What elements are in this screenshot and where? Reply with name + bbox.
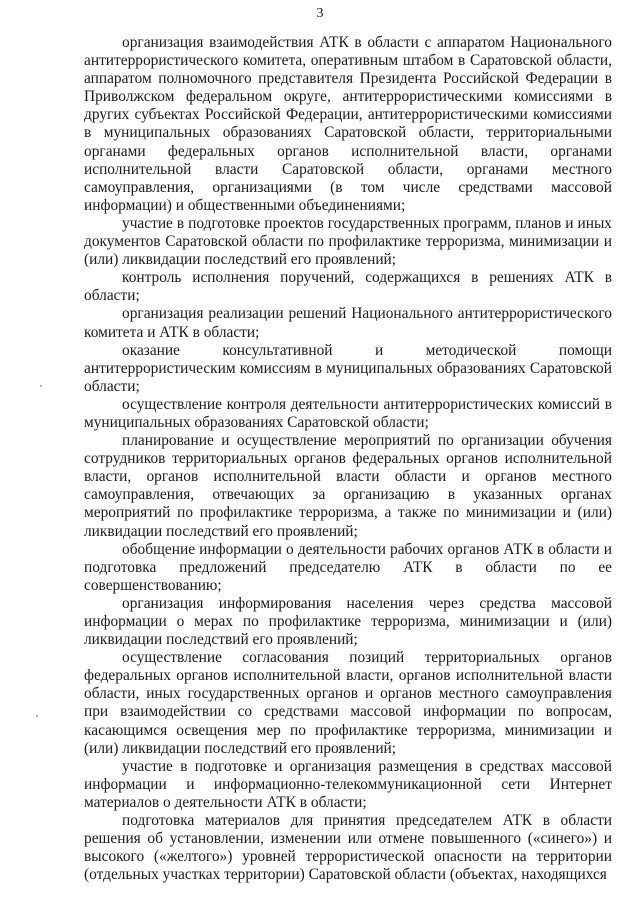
paragraph-public-information: организация информирования населения через средства массовой информации о мерах по профилактике терроризма, минимизации и (или) ликвидации последствий его проявлений; [84, 594, 612, 649]
paragraph-position-coordination: осуществление согласования позиций территориальных органов федеральных органов исполнительной власти, органов исполнительной власти области, иных государственных органов и органов местного самоуправления при взаимодействии со средствами массовой информации по вопросам, касающимся освещения мер по профилактике терроризма, минимизации и (или) ликвидации последствий его проявлений; [84, 649, 612, 757]
scan-speck [40, 385, 42, 387]
paragraph-program-drafting: участие в подготовке проектов государственных программ, планов и иных документов Саратовской области по профилактике терроризма, минимизации и (или) ликвидации последствий его проявлений; [84, 214, 612, 269]
document-body [84, 34, 612, 884]
paragraph-decision-implementation: организация реализации решений Национального антитеррористического комитета и АТК в области; [84, 305, 612, 341]
paragraph-interaction-organization: организация взаимодействия АТК в области с аппаратом Национального антитеррористического комитета, оперативным штабом в Саратовской области, аппаратом полномочного представителя Президента Российской Федерации в Приволжском федеральном округе, антитеррористическими комиссиями в других субъектах Российской Федерации, антитеррористическими комиссиями в муниципальных образованиях Саратовской области, территориальными органами федеральных органов исполнительной власти, органами исполнительной власти Саратовской области, органами местного самоуправления, организациями (в том числе средствами массовой информации) и общественными объединениями; [84, 34, 612, 214]
paragraph-execution-control: контроль исполнения поручений, содержащихся в решениях АТК в области; [84, 269, 612, 305]
page-number: 3 [316, 6, 324, 21]
paragraph-threat-level-materials: подготовка материалов для принятия председателем АТК в области решения об установлении, изменении или отмене повышенного («синего») и высокого («желтого») уровней террористической опасности на территории (отдельных участках территории) Саратовской области (объектах, находящихся [84, 812, 612, 884]
paragraph-media-publication: участие в подготовке и организация размещения в средствах массовой информации и информационно-телекоммуникационной сети Интернет материалов о деятельности АТК в области; [84, 757, 612, 811]
paragraph-information-summary: обобщение информации о деятельности рабочих органов АТК в области и подготовка предложений председателю АТК в области по ее совершенствованию; [84, 540, 612, 594]
paragraph-commission-control: осуществление контроля деятельности антитеррористических комиссий в муниципальных образованиях Саратовской области; [84, 395, 612, 431]
scan-speck [36, 715, 38, 717]
paragraph-staff-training: планирование и осуществление мероприятий по организации обучения сотрудников территориальных органов федеральных органов исполнительной власти, органов исполнительной власти области и органов местного самоуправления, отвечающих за организацию в указанных органах мероприятий по профилактике терроризма, а также по минимизации и (или) ликвидации последствий его проявлений; [84, 432, 612, 540]
paragraph-methodical-assistance: оказание консультативной и методической помощи антитеррористическим комиссиям в муниципальных образованиях Саратовской области; [84, 341, 612, 395]
